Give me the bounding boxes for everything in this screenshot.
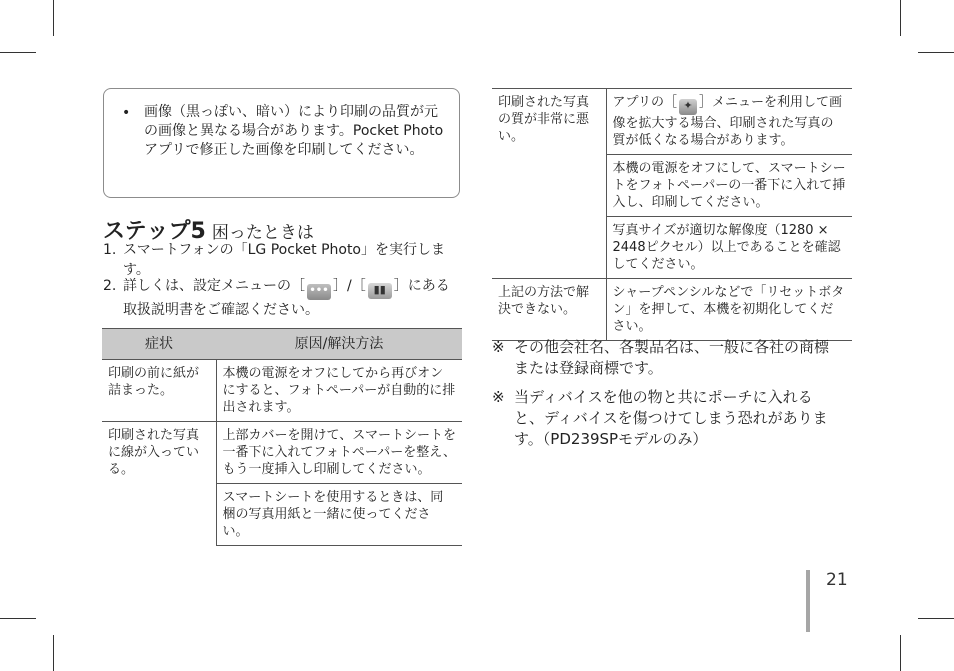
step-subtitle: 困ったときは	[211, 223, 314, 243]
table-row	[102, 422, 462, 484]
troubleshoot-table-left	[102, 328, 462, 546]
more-dots-icon: •••	[307, 284, 331, 300]
footnote-text: その他会社名、各製品名は、一般に各社の商標または登録商標です。	[514, 338, 830, 377]
note-text: 画像（黒っぽい、暗い）により印刷の品質が元の画像と異なる場合があります。Pocket Photoアプリで修正した画像を印刷してください。	[144, 104, 444, 158]
instruction-text-mid: ］/［	[333, 278, 366, 294]
crop-mark	[918, 618, 954, 619]
solution-cell: 上部カバーを開けて、スマートシートを一番下に入れてフォトペーパーを整え、もう一度挿入し印刷してください。	[216, 422, 462, 484]
instruction-1	[103, 240, 463, 280]
book-icon: ▮▮	[368, 283, 392, 299]
instruction-number: 1.	[103, 242, 117, 258]
crop-mark	[918, 52, 954, 53]
solution-cell: スマートシートを使用するときは、同梱の写真用紙と一緒に使ってください。	[216, 484, 462, 546]
instruction-text	[123, 276, 463, 320]
symptom-cell: 印刷された写真の質が非常に悪い。	[492, 89, 606, 279]
crop-mark	[53, 635, 54, 671]
table-row	[492, 89, 852, 155]
solution-cell: 写真サイズが適切な解像度（1280 × 2448ピクセル）以上であることを確認してください。	[606, 217, 852, 279]
bullet: •	[122, 105, 131, 121]
solution-cell: 本機の電源をオフにしてから再びオンにすると、フォトペーパーが自動的に排出されます。	[216, 360, 462, 422]
solution-text-pre: アプリの［	[612, 95, 677, 110]
solution-cell	[606, 89, 852, 155]
magic-wand-icon: ✦	[679, 99, 697, 115]
instruction-text-post: ］にある取扱説明書をご確認ください。	[123, 278, 450, 318]
page-number-bar	[806, 570, 810, 632]
crop-mark	[53, 0, 54, 36]
crop-mark	[0, 618, 36, 619]
symptom-cell: 印刷された写真に線が入っている。	[102, 422, 216, 546]
footnote	[492, 337, 842, 379]
reference-mark: ※	[492, 338, 505, 356]
crop-mark	[900, 0, 901, 36]
instruction-text-pre: 詳しくは、設定メニューの［	[123, 278, 305, 294]
solution-cell: 本機の電源をオフにして、スマートシートをフォトペーパーの一番下に入れて挿入し、印刷してください。	[606, 155, 852, 217]
solution-text-post: ］メニューを利用して画像を拡大する場合、印刷された写真の質が低くなる場合があります。	[612, 95, 842, 148]
header-symptom: 症状	[102, 329, 216, 360]
instruction-text: スマートフォンの「LG Pocket Photo」を実行します。	[123, 242, 446, 278]
footnote-text: 当ディバイスを他の物と共にポーチに入れると、ディバイスを傷つけてしまう恐れがあります。（PD239SPモデルのみ）	[514, 388, 828, 448]
page-number: 21	[826, 570, 848, 590]
footnotes	[492, 337, 842, 458]
reference-mark: ※	[492, 388, 505, 406]
symptom-cell: 印刷の前に紙が詰まった。	[102, 360, 216, 422]
note-box	[103, 88, 460, 198]
instruction-number: 2.	[103, 278, 117, 294]
step-title: ステップ5	[103, 219, 206, 244]
symptom-cell: 上記の方法で解決できない。	[492, 279, 606, 341]
solution-cell: シャープペンシルなどで「リセットボタン」を押して、本機を初期化してください。	[606, 279, 852, 341]
troubleshoot-table-right	[492, 88, 852, 341]
header-solution: 原因/解決方法	[216, 329, 462, 360]
table-row	[102, 360, 462, 422]
crop-mark	[900, 635, 901, 671]
table-row	[492, 279, 852, 341]
footnote	[492, 387, 842, 450]
crop-mark	[0, 52, 36, 53]
instruction-2	[103, 276, 463, 320]
